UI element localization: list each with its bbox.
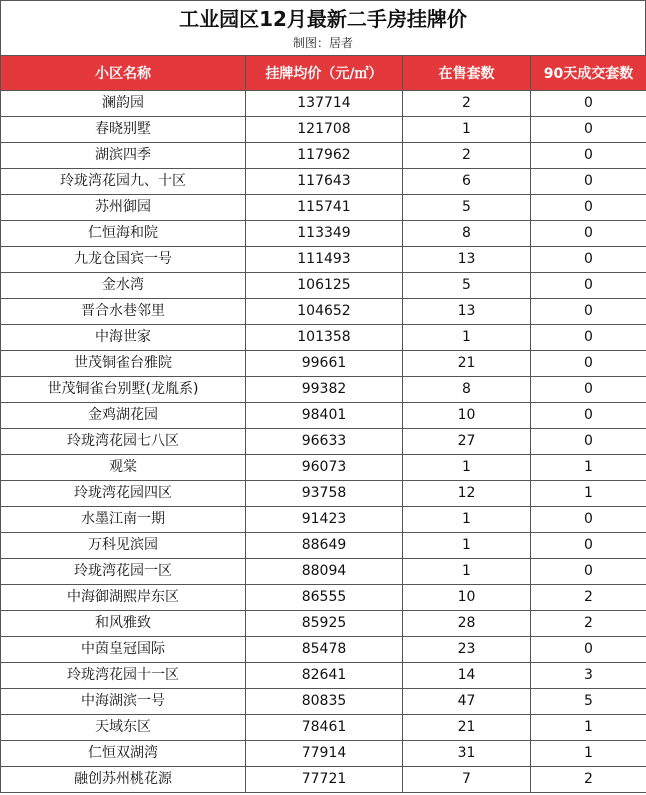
community-name-cell: 春晓别墅 <box>1 117 246 143</box>
for-sale-count-cell: 1 <box>403 533 531 559</box>
for-sale-count-cell: 21 <box>403 715 531 741</box>
column-header-90day-deals: 90天成交套数 <box>531 56 646 91</box>
table-row <box>1 455 646 481</box>
avg-price-cell: 77721 <box>246 767 403 793</box>
table-row <box>1 689 646 715</box>
column-header-for-sale: 在售套数 <box>403 56 531 91</box>
avg-price-cell: 117643 <box>246 169 403 195</box>
table-row <box>1 403 646 429</box>
avg-price-cell: 115741 <box>246 195 403 221</box>
table-row <box>1 221 646 247</box>
avg-price-cell: 111493 <box>246 247 403 273</box>
community-name-cell: 仁恒双湖湾 <box>1 741 246 767</box>
avg-price-cell: 99382 <box>246 377 403 403</box>
deal-count-cell: 0 <box>531 91 646 117</box>
for-sale-count-cell: 12 <box>403 481 531 507</box>
community-name-cell: 金鸡湖花园 <box>1 403 246 429</box>
table-row <box>1 195 646 221</box>
deal-count-cell: 1 <box>531 455 646 481</box>
deal-count-cell: 3 <box>531 663 646 689</box>
community-name-cell: 金水湾 <box>1 273 246 299</box>
community-name-cell: 水墨江南一期 <box>1 507 246 533</box>
avg-price-cell: 88094 <box>246 559 403 585</box>
table-row <box>1 247 646 273</box>
header-row <box>1 56 646 91</box>
community-name-cell: 中海世家 <box>1 325 246 351</box>
table-row <box>1 533 646 559</box>
deal-count-cell: 0 <box>531 377 646 403</box>
avg-price-cell: 121708 <box>246 117 403 143</box>
community-name-cell: 晋合水巷邻里 <box>1 299 246 325</box>
community-name-cell: 玲珑湾花园十一区 <box>1 663 246 689</box>
deal-count-cell: 0 <box>531 559 646 585</box>
avg-price-cell: 77914 <box>246 741 403 767</box>
deal-count-cell: 5 <box>531 689 646 715</box>
community-name-cell: 玲珑湾花园一区 <box>1 559 246 585</box>
table-row <box>1 637 646 663</box>
price-table <box>0 55 646 793</box>
community-name-cell: 玲珑湾花园九、十区 <box>1 169 246 195</box>
community-name-cell: 湖滨四季 <box>1 143 246 169</box>
avg-price-cell: 106125 <box>246 273 403 299</box>
for-sale-count-cell: 8 <box>403 377 531 403</box>
table-row <box>1 611 646 637</box>
for-sale-count-cell: 28 <box>403 611 531 637</box>
table-row <box>1 143 646 169</box>
community-name-cell: 玲珑湾花园七八区 <box>1 429 246 455</box>
deal-count-cell: 0 <box>531 247 646 273</box>
table-row <box>1 585 646 611</box>
community-name-cell: 万科见滨园 <box>1 533 246 559</box>
community-name-cell: 中海湖滨一号 <box>1 689 246 715</box>
avg-price-cell: 96633 <box>246 429 403 455</box>
column-header-community: 小区名称 <box>1 56 246 91</box>
avg-price-cell: 98401 <box>246 403 403 429</box>
avg-price-cell: 117962 <box>246 143 403 169</box>
table-row <box>1 91 646 117</box>
table-row <box>1 377 646 403</box>
avg-price-cell: 85478 <box>246 637 403 663</box>
for-sale-count-cell: 7 <box>403 767 531 793</box>
deal-count-cell: 0 <box>531 351 646 377</box>
for-sale-count-cell: 2 <box>403 143 531 169</box>
for-sale-count-cell: 5 <box>403 273 531 299</box>
for-sale-count-cell: 23 <box>403 637 531 663</box>
deal-count-cell: 2 <box>531 585 646 611</box>
avg-price-cell: 85925 <box>246 611 403 637</box>
for-sale-count-cell: 8 <box>403 221 531 247</box>
for-sale-count-cell: 10 <box>403 403 531 429</box>
avg-price-cell: 88649 <box>246 533 403 559</box>
deal-count-cell: 0 <box>531 403 646 429</box>
community-name-cell: 世茂铜雀台雅院 <box>1 351 246 377</box>
for-sale-count-cell: 1 <box>403 507 531 533</box>
community-name-cell: 仁恒海和院 <box>1 221 246 247</box>
table-row <box>1 117 646 143</box>
table-row <box>1 507 646 533</box>
table-row <box>1 767 646 793</box>
deal-count-cell: 1 <box>531 481 646 507</box>
avg-price-cell: 91423 <box>246 507 403 533</box>
avg-price-cell: 78461 <box>246 715 403 741</box>
for-sale-count-cell: 14 <box>403 663 531 689</box>
table-row <box>1 273 646 299</box>
table-row <box>1 351 646 377</box>
table-row <box>1 741 646 767</box>
deal-count-cell: 1 <box>531 715 646 741</box>
deal-count-cell: 0 <box>531 637 646 663</box>
community-name-cell: 和风雅致 <box>1 611 246 637</box>
community-name-cell: 九龙仓国宾一号 <box>1 247 246 273</box>
table-row <box>1 325 646 351</box>
table-row <box>1 481 646 507</box>
for-sale-count-cell: 1 <box>403 455 531 481</box>
deal-count-cell: 2 <box>531 767 646 793</box>
deal-count-cell: 2 <box>531 611 646 637</box>
deal-count-cell: 0 <box>531 143 646 169</box>
community-name-cell: 中海御湖熙岸东区 <box>1 585 246 611</box>
for-sale-count-cell: 1 <box>403 559 531 585</box>
for-sale-count-cell: 13 <box>403 299 531 325</box>
avg-price-cell: 86555 <box>246 585 403 611</box>
avg-price-cell: 80835 <box>246 689 403 715</box>
community-name-cell: 澜韵园 <box>1 91 246 117</box>
deal-count-cell: 0 <box>531 273 646 299</box>
deal-count-cell: 0 <box>531 325 646 351</box>
community-name-cell: 玲珑湾花园四区 <box>1 481 246 507</box>
avg-price-cell: 104652 <box>246 299 403 325</box>
deal-count-cell: 0 <box>531 533 646 559</box>
avg-price-cell: 99661 <box>246 351 403 377</box>
deal-count-cell: 0 <box>531 507 646 533</box>
for-sale-count-cell: 2 <box>403 91 531 117</box>
table-row <box>1 169 646 195</box>
deal-count-cell: 0 <box>531 117 646 143</box>
for-sale-count-cell: 5 <box>403 195 531 221</box>
for-sale-count-cell: 13 <box>403 247 531 273</box>
page-title: 工业园区12月最新二手房挂牌价 <box>179 7 467 31</box>
deal-count-cell: 0 <box>531 221 646 247</box>
title-block <box>0 0 646 55</box>
column-header-avg-price: 挂牌均价（元/㎡） <box>246 56 403 91</box>
community-name-cell: 世茂铜雀台别墅(龙胤系) <box>1 377 246 403</box>
table-row <box>1 715 646 741</box>
table-row <box>1 299 646 325</box>
avg-price-cell: 93758 <box>246 481 403 507</box>
table-row <box>1 429 646 455</box>
table-header <box>1 56 646 91</box>
deal-count-cell: 0 <box>531 195 646 221</box>
community-name-cell: 中茵皇冠国际 <box>1 637 246 663</box>
for-sale-count-cell: 10 <box>403 585 531 611</box>
deal-count-cell: 1 <box>531 741 646 767</box>
community-name-cell: 苏州御园 <box>1 195 246 221</box>
avg-price-cell: 101358 <box>246 325 403 351</box>
deal-count-cell: 0 <box>531 299 646 325</box>
table-body <box>1 91 646 793</box>
for-sale-count-cell: 27 <box>403 429 531 455</box>
community-name-cell: 天域东区 <box>1 715 246 741</box>
table-row <box>1 559 646 585</box>
for-sale-count-cell: 6 <box>403 169 531 195</box>
community-name-cell: 融创苏州桃花源 <box>1 767 246 793</box>
for-sale-count-cell: 47 <box>403 689 531 715</box>
for-sale-count-cell: 31 <box>403 741 531 767</box>
for-sale-count-cell: 1 <box>403 325 531 351</box>
avg-price-cell: 96073 <box>246 455 403 481</box>
avg-price-cell: 137714 <box>246 91 403 117</box>
for-sale-count-cell: 21 <box>403 351 531 377</box>
page-subtitle: 制图：居者 <box>292 36 353 50</box>
table-row <box>1 663 646 689</box>
for-sale-count-cell: 1 <box>403 117 531 143</box>
deal-count-cell: 0 <box>531 169 646 195</box>
deal-count-cell: 0 <box>531 429 646 455</box>
avg-price-cell: 113349 <box>246 221 403 247</box>
community-name-cell: 观棠 <box>1 455 246 481</box>
avg-price-cell: 82641 <box>246 663 403 689</box>
